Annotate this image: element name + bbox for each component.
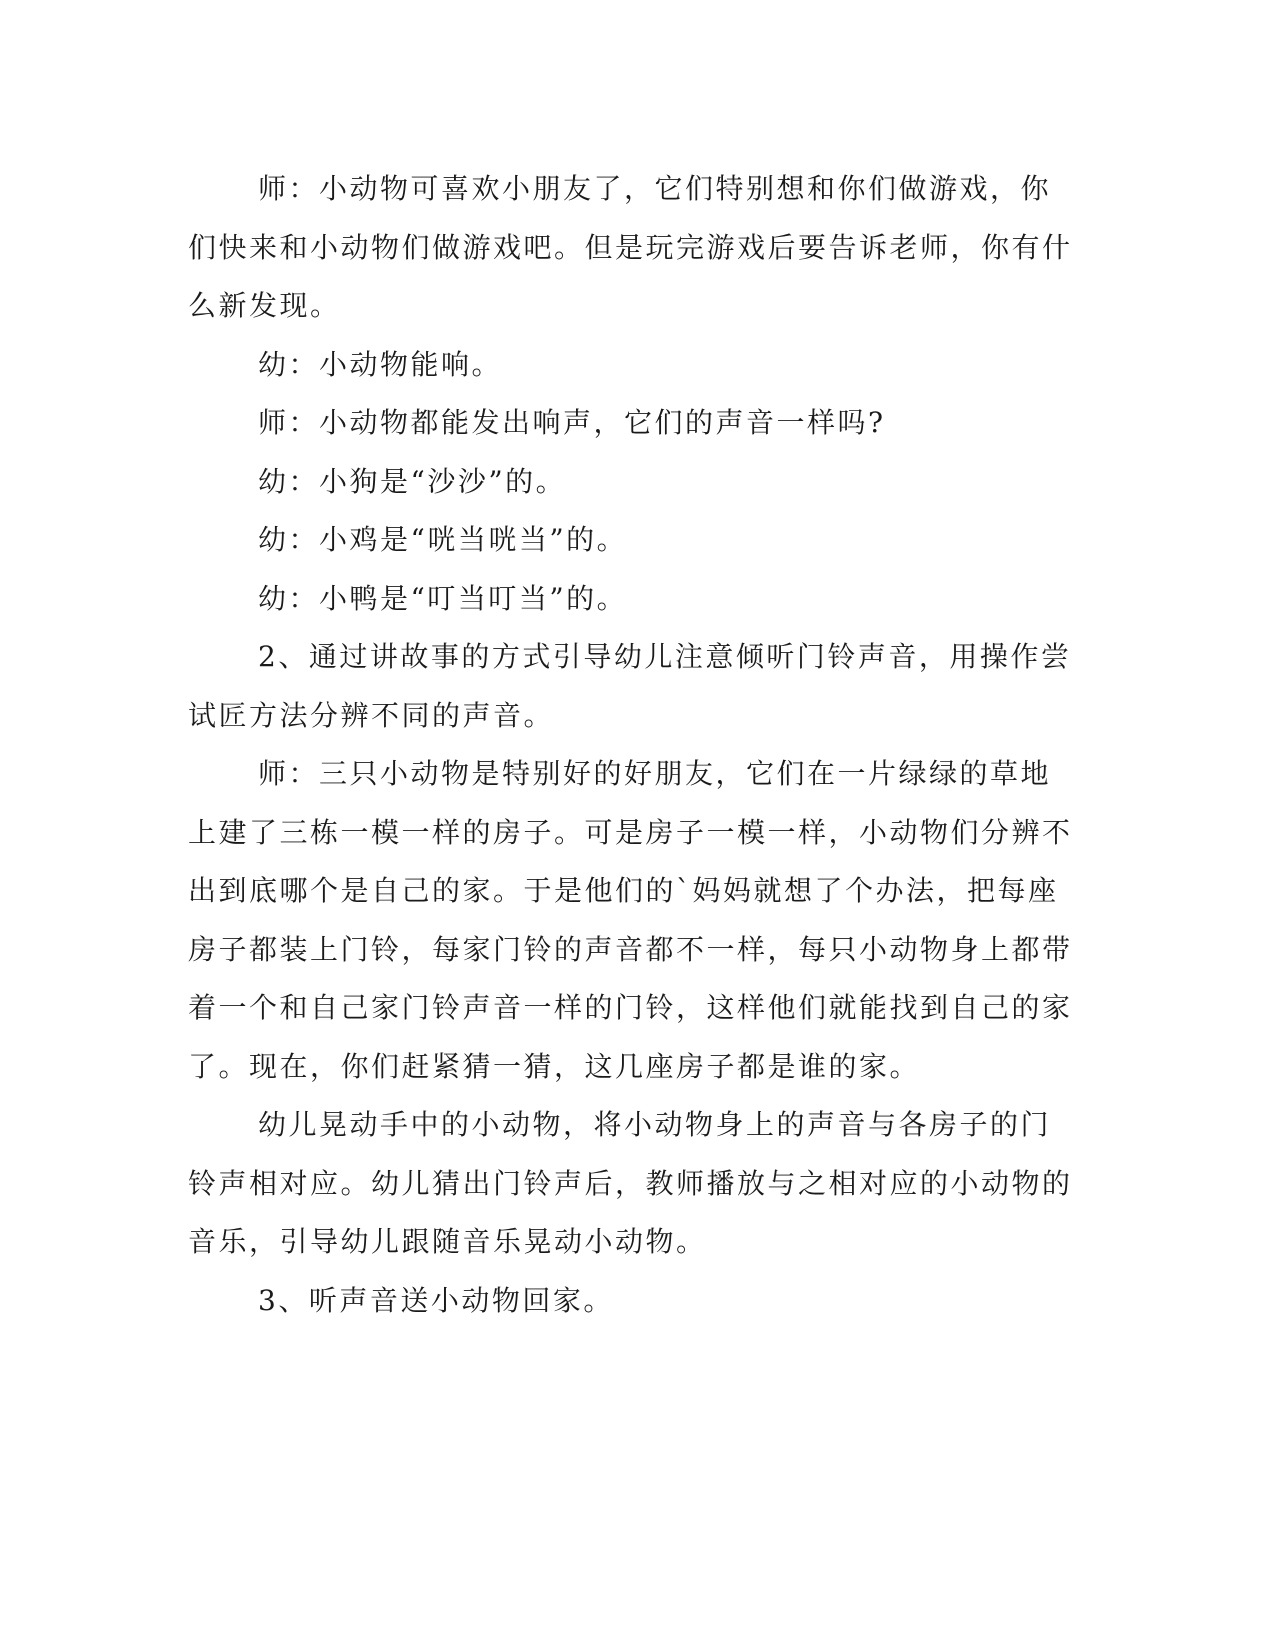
paragraph: 幼：小鸭是“叮当叮当”的。 <box>258 581 628 615</box>
paragraph: 幼：小动物能响。 <box>258 347 503 381</box>
document-body <box>188 160 1078 1330</box>
section-heading: 2、通过讲故事的方式引导幼儿注意倾听门铃声音，用操作尝试匠方法分辨不同的声音。 <box>188 640 1072 732</box>
paragraph: 幼：小鸡是“咣当咣当”的。 <box>258 523 628 556</box>
paragraph: 师：小动物都能发出响声，它们的声音一样吗? <box>258 406 886 439</box>
paragraph: 幼：小狗是“沙沙”的。 <box>258 464 567 498</box>
paragraph: 师：小动物可喜欢小朋友了，它们特别想和你们做游戏，你们快来和小动物们做游戏吧。但是玩完游戏后要告诉老师，你有什么新发现。 <box>188 172 1073 322</box>
section-heading: 3、听声音送小动物回家。 <box>258 1283 614 1317</box>
paragraph: 幼儿晃动手中的小动物，将小动物身上的声音与各房子的门铃声相对应。幼儿猜出门铃声后，教师播放与之相对应的小动物的音乐，引导幼儿跟随音乐晃动小动物。 <box>188 1108 1073 1258</box>
paragraph: 师：三只小动物是特别好的好朋友，它们在一片绿绿的草地上建了三栋一模一样的房子。可是房子一模一样，小动物们分辨不出到底哪个是自己的家。于是他们的`妈妈就想了个办法，把每座房子都装上门铃，每家门铃的声音都不一样，每只小动物身上都带着一个和自己家门铃声音一样的门铃，这样他们就能找到自己的家了。现在，你们赶紧猜一猜，这几座房子都是谁的家。 <box>188 757 1073 1083</box>
